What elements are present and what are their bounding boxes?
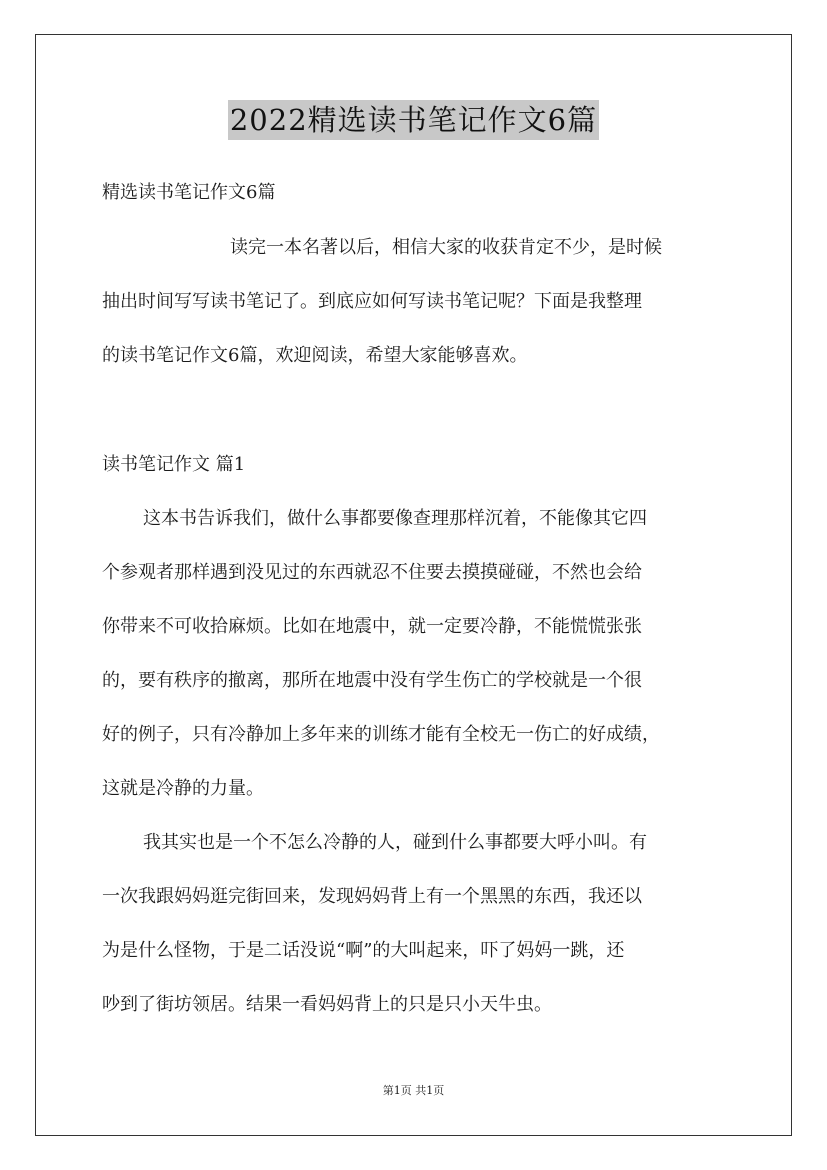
subtitle: 精选读书笔记作文6篇: [102, 182, 276, 203]
intro-line: 抽出时间写写读书笔记了。到底应如何写读书笔记呢？下面是我整理: [102, 291, 642, 312]
document-title: 2022精选读书笔记作文6篇: [228, 100, 599, 140]
paragraph-line: 的，要有秩序的撤离，那所在地震中没有学生伤亡的学校就是一个很: [102, 670, 642, 691]
paragraph-line: 为是什么怪物，于是二话没说“啊”的大叫起来，吓了妈妈一跳，还: [102, 940, 625, 961]
paragraph-line: 这本书告诉我们，做什么事都要像查理那样沉着，不能像其它四: [143, 508, 647, 529]
title-container: [0, 100, 827, 140]
intro-line: 读完一本名著以后，相信大家的收获肯定不少，是时候: [230, 237, 662, 258]
intro-line: 的读书笔记作文6篇，欢迎阅读，希望大家能够喜欢。: [102, 345, 528, 366]
section-heading: 读书笔记作文 篇1: [102, 454, 246, 475]
page-footer: 第1页 共1页: [382, 1084, 445, 1097]
paragraph-line: 好的例子，只有冷静加上多年来的训练才能有全校无一伤亡的好成绩，: [102, 724, 660, 745]
paragraph-line: 吵到了街坊领居。结果一看妈妈背上的只是只小天牛虫。: [102, 994, 552, 1015]
paragraph-line: 我其实也是一个不怎么冷静的人，碰到什么事都要大呼小叫。有: [143, 832, 647, 853]
paragraph-line: 你带来不可收拾麻烦。比如在地震中，就一定要冷静，不能慌慌张张: [102, 616, 642, 637]
paragraph-line: 这就是冷静的力量。: [102, 778, 264, 799]
paragraph-line: 一次我跟妈妈逛完街回来，发现妈妈背上有一个黑黑的东西，我还以: [102, 886, 642, 907]
paragraph-line: 个参观者那样遇到没见过的东西就忍不住要去摸摸碰碰，不然也会给: [102, 562, 642, 583]
